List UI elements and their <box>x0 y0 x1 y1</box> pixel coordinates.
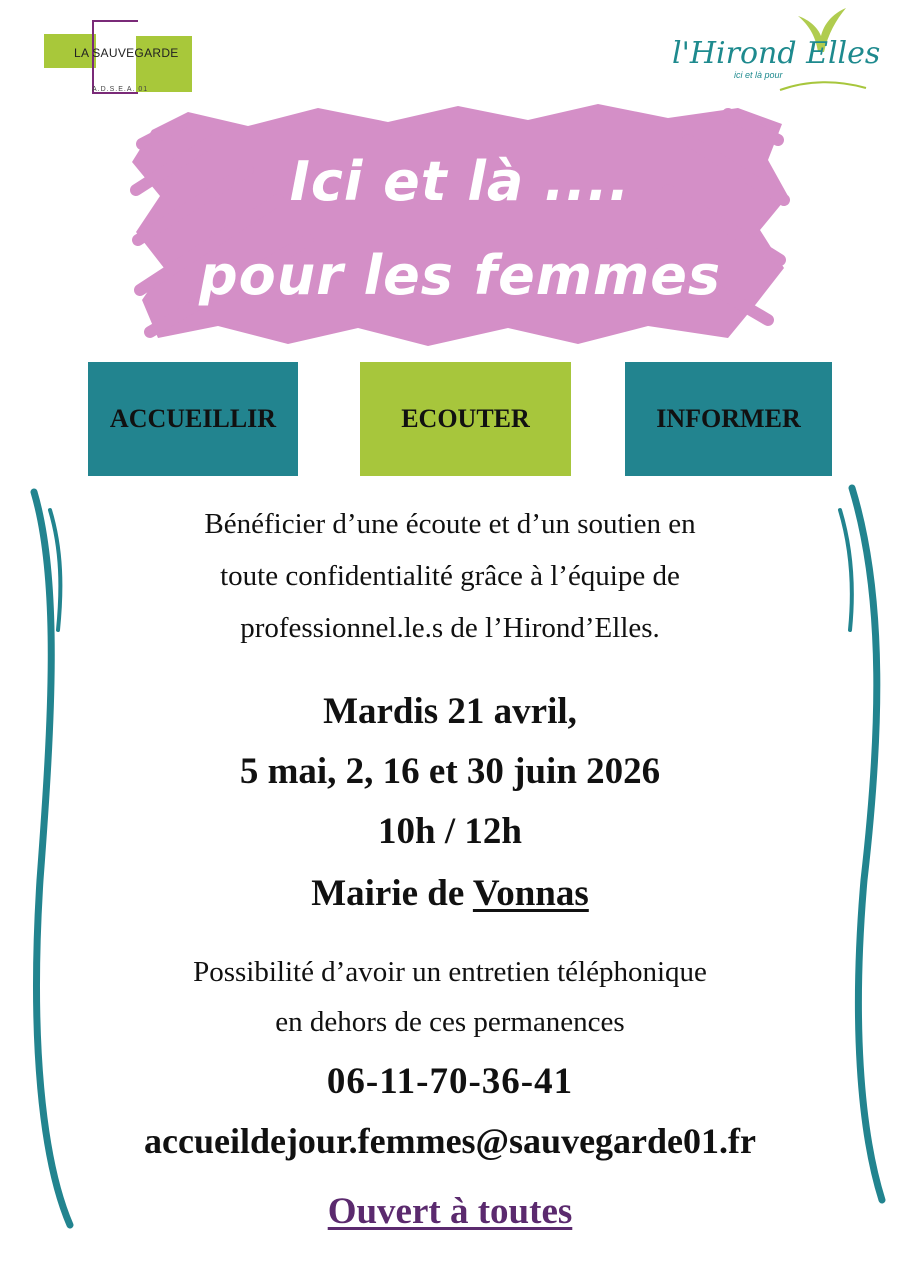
email-address[interactable]: accueildejour.femmes@sauvegarde01.fr <box>143 1121 757 1161</box>
hirondelles-logo-tagline: ici et là pour <box>734 70 783 80</box>
phone-note-line-2: en dehors de ces permanences <box>275 1006 625 1038</box>
schedule-dates-line-2: 5 mai, 2, 16 et 30 juin 2026 <box>239 751 661 792</box>
place-town: Vonnas <box>472 873 589 914</box>
phone-number[interactable]: 06-11-70-36-41 <box>326 1061 574 1102</box>
box-informer: INFORMER <box>625 362 832 476</box>
sauvegarde-logo-subtitle: A.D.S.E.A. 01 <box>92 86 149 93</box>
schedule-dates-line-1: Mardis 21 avril, <box>323 691 577 732</box>
sauvegarde-logo-name: LA SAUVEGARDE <box>74 46 179 60</box>
open-to-all-text: Ouvert à toutes <box>327 1191 573 1232</box>
phone-note-line-1: Possibilité d’avoir un entretien téléphonique <box>193 956 707 988</box>
sauvegarde-logo <box>44 18 194 98</box>
headline-line-2: pour les femmes <box>198 244 722 307</box>
intro-line-3: professionnel.le.s de l’Hirond’Elles. <box>240 612 660 644</box>
hirondelles-logo <box>668 6 881 98</box>
hirondelles-logo-name: l'Hirond Elles <box>672 36 881 71</box>
intro-line-1: Bénéficier d’une écoute et d’un soutien en <box>204 508 696 540</box>
footer <box>60 1190 840 1233</box>
intro-line-2: toute confidentialité grâce à l’équipe de <box>220 560 680 592</box>
headline-line-1: Ici et là .... <box>289 150 631 213</box>
logo-swoosh <box>778 78 868 94</box>
box-accueillir: ACCUEILLIR <box>88 362 298 476</box>
logo-green-block-right <box>136 36 192 92</box>
place-prefix: Mairie de <box>311 873 473 914</box>
schedule-place <box>60 872 840 915</box>
headline-scribble-background <box>128 100 792 348</box>
box-ecouter: ECOUTER <box>360 362 571 476</box>
schedule-hours: 10h / 12h <box>378 811 522 852</box>
